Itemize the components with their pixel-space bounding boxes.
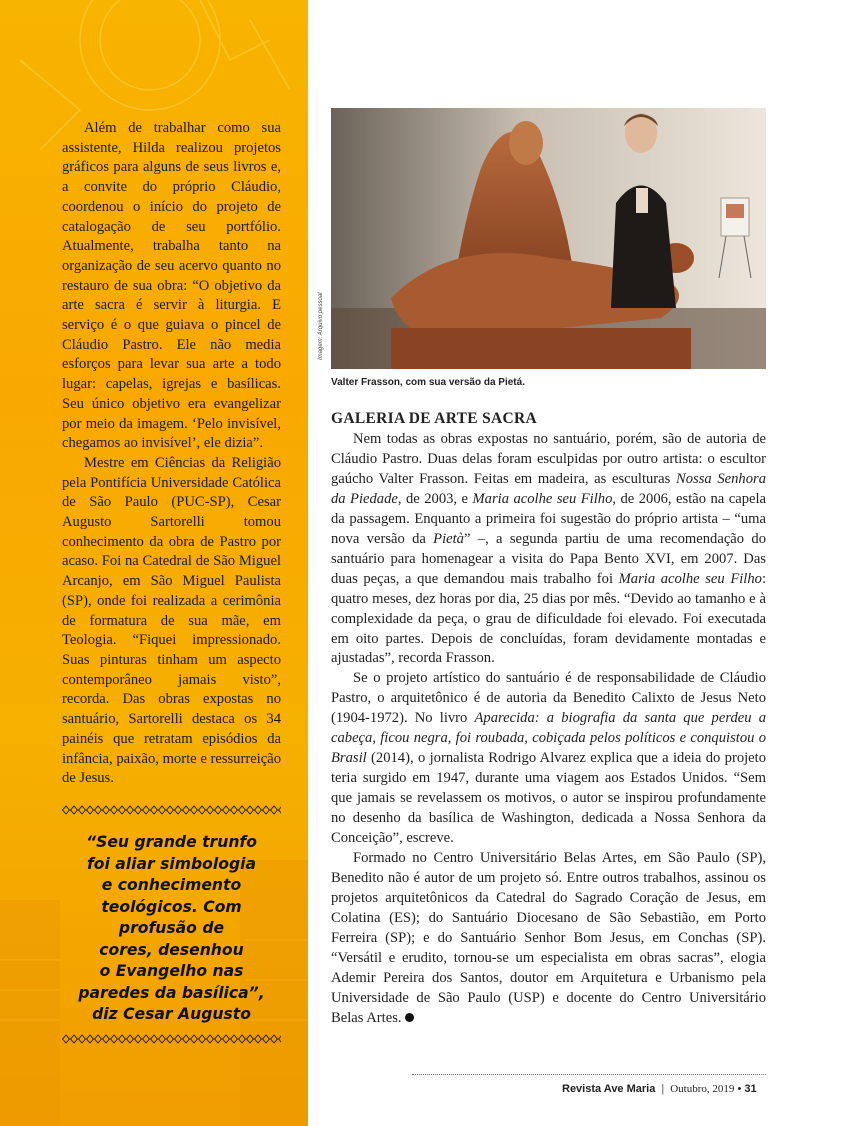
quote-line: diz Cesar Augusto	[92, 1005, 251, 1023]
sidebar-paragraph-2: Mestre em Ciências da Religião pela Pontifícia Universidade Católica de São Paulo (PUC-SP), Cesar Augusto Sartorelli tomou conhecimento da obra de Pastro por acaso. Foi na Catedral de São Miguel Arcanjo, em São Miguel Paulista (SP), onde foi realizada a cerimônia de formatura de sua mãe, em Teologia. “Fiquei impressionado. Suas pinturas tinham um aspecto contemporâneo jamais visto”, recorda. Das obras expostas no santuário, Sartorelli destaca os 34 painéis que retratam episódios da infância, paixão, morte e ressurreição de Jesus.	[62, 454, 281, 787]
pull-quote	[62, 832, 281, 1026]
text-run: Formado no Centro Universitário Belas Artes, em São Paulo (SP), Benedito não é autor de um projeto só. Entre outros trabalhos, assinou os projetos arquitetônicos da Catedral do Sagrado Coração de Jesus, em Colatina (ES); do Santuário Diocesano de São Sebastião, em Porto Ferreira (SP); e do Santuário Senhor Bom Jesus, em Conchas (SP). “Versátil e erudito, tornou-se um especialista em obras sacras”, elogia Ademir Pereira dos Santos, doutor em Arquitetura e Urbanismo pela Universidade de São Paulo (USP) e docente do Centro Universitário Belas Artes.	[331, 850, 766, 1026]
quote-line: foi aliar simbologia	[87, 854, 256, 873]
article-paragraph-1	[331, 430, 766, 669]
quote-line: o Evangelho nas	[99, 962, 244, 980]
sidebar-paragraph-1: Além de trabalhar como sua assistente, Hilda realizou projetos gráficos para alguns de seus livros e, a convite do próprio Cláudio, coordenou o início do projeto de catalogação de seu portfólio. Atualmente, trabalha tanto na organização de seu acervo quanto no restauro de sua obra: “O objetivo da arte sacra é servir à liturgia. E serviço é o que guiava o pincel de Cláudio Pastro. Ele não media esforços para levar sua arte a todo lugar: capelas, igrejas e basílicas. Seu único objetivo era evangelizar por meio da imagem. ‘Pelo invisível, chegamos ao invisível’, ele dizia”.	[62, 120, 281, 452]
sidebar-text	[62, 119, 281, 789]
page-footer	[562, 1083, 757, 1095]
article-paragraph-2	[331, 669, 766, 849]
diamond-divider-top	[62, 805, 281, 815]
photo-credit: Imagem: Arquivo pessoal	[318, 292, 324, 360]
italic-title: Maria acolhe seu Filho	[472, 490, 613, 507]
article-body	[331, 430, 766, 1029]
text-run: ” –, a segunda partiu de uma recomendação do santuário para homenagear a visita do Papa Bento XVI, em 2007. Das duas peças, a que demandou mais trabalho foi	[331, 530, 766, 587]
quote-line: e conhecimento	[101, 876, 242, 894]
photo-caption: Valter Frasson, com sua versão da Pietá.	[331, 377, 525, 388]
text-run: Nem todas as obras expostas no santuário, porém, são de autoria de Cláudio Pastro. Duas delas foram esculpidas por outro artista: o escultor gaúcho Valter Frasson. Feitas em madeira, as esculturas	[331, 431, 766, 487]
text-run: : quatro meses, dez horas por dia, 25 dias por mês. “Devido ao tamanho e à complexidade da peça, o grau de dificuldade foi elevado. Foi executada em oito partes. Depois de concluídas, foram devidamente montadas e ajustadas”, recorda Frasson.	[331, 570, 766, 667]
italic-title: Aparecida: a biografia da santa que perdeu a cabeça, ficou negra, foi roubada, cobiçada pelos políticos e conquistou o Brasil	[331, 710, 766, 767]
section-heading: GALERIA DE ARTE SACRA	[331, 410, 538, 427]
quote-line: profusão de	[118, 919, 225, 937]
sidebar-panel	[0, 0, 308, 1126]
quote-line: paredes da basílica”,	[78, 983, 265, 1002]
diamond-divider-bottom	[62, 1034, 281, 1044]
italic-title: Maria acolhe seu Filho	[618, 570, 762, 587]
page-number: 31	[744, 1083, 757, 1095]
italic-title: Nossa Senhora da Piedade	[331, 470, 766, 507]
footer-separator: |	[661, 1083, 665, 1095]
issue-date: Outubro, 2019	[670, 1083, 735, 1095]
italic-title: Pietà	[433, 530, 464, 547]
text-run: (2014), o jornalista Rodrigo Alvarez explica que a ideia do projeto teria surgido em 1947, durante uma viagem aos Estados Unidos. “Sem que jamais se revelassem os motivos, o autor se inspirou profundamente no desenho da basílica de Washington, dedicada a Nossa Senhora da Conceição”, escreve.	[331, 750, 766, 847]
footer-dot: •	[737, 1083, 742, 1095]
article-paragraph-3	[331, 849, 766, 1029]
quote-line: “Seu grande trunfo	[86, 833, 257, 851]
text-run: , de 2006, estão na capela da passagem. Enquanto a primeira foi sugestão do próprio artista – “uma nova versão da	[331, 490, 766, 547]
pieta-sculpture-photo	[331, 108, 766, 369]
magazine-name: Revista Ave Maria	[562, 1083, 656, 1095]
quote-line: cores, desenhou	[99, 940, 244, 959]
end-mark-icon	[405, 1013, 414, 1022]
text-run: , de 2003, e	[397, 490, 473, 507]
footer-divider	[412, 1074, 766, 1075]
quote-line: teológicos. Com	[101, 897, 242, 916]
text-run: Se o projeto artístico do santuário é de responsabilidade de Cláudio Pastro, o arquitetônico é de autoria da Benedito Calixto de Jesus Neto (1904-1972). No livro	[331, 670, 766, 727]
